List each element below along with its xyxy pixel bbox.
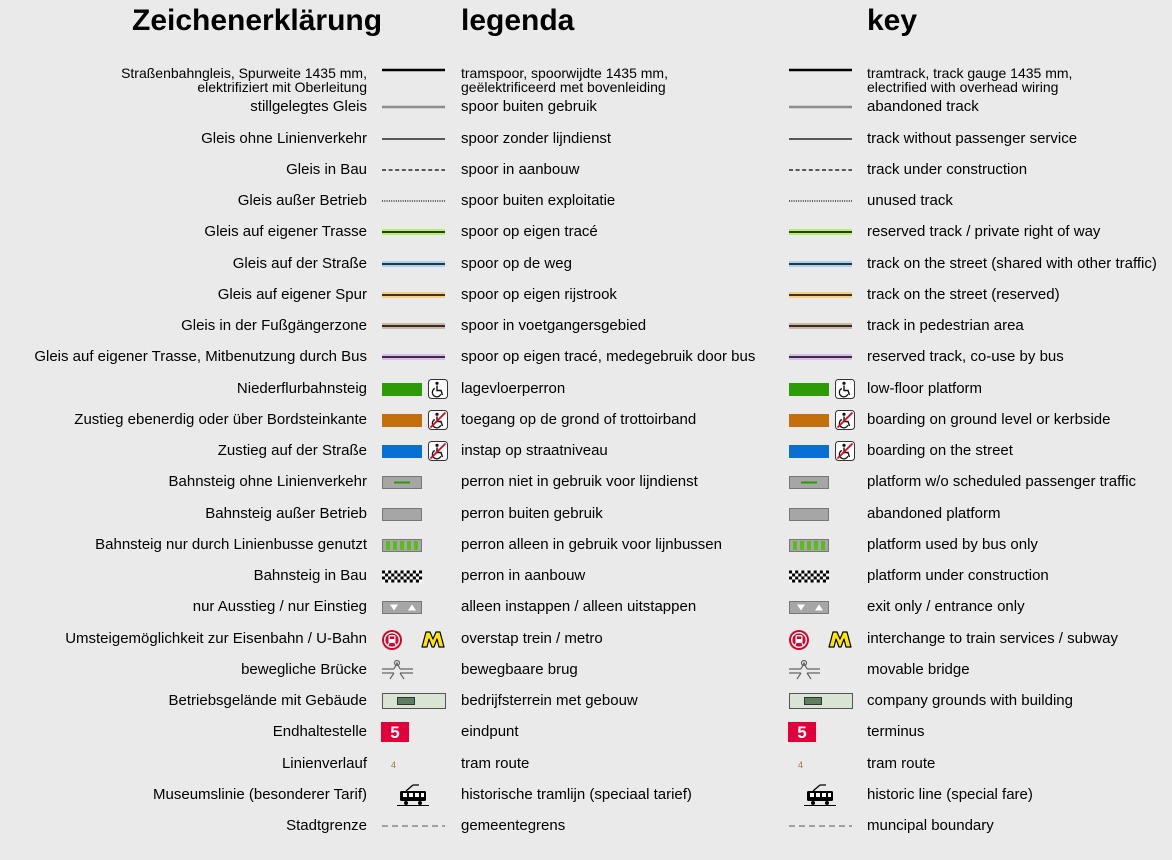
line-blue-symbol xyxy=(788,253,854,275)
interchange-symbol xyxy=(788,628,854,650)
symbol-left xyxy=(381,596,447,618)
label-dutch: overstap trein / metro xyxy=(461,629,603,647)
label-german: nur Ausstieg / nur Einstieg xyxy=(192,598,367,616)
line-brown-symbol xyxy=(381,315,447,337)
symbol-left xyxy=(381,253,447,275)
symbol-left xyxy=(381,221,447,243)
label-german: Stadtgrenze xyxy=(286,817,367,834)
symbol-right xyxy=(788,66,854,88)
label-dutch: spoor op de weg xyxy=(461,254,572,272)
museum-symbol xyxy=(788,784,854,806)
terminus-badge xyxy=(788,721,854,743)
label-english: movable bridge xyxy=(867,660,970,678)
label-dutch: spoor in aanbouw xyxy=(461,160,580,178)
label-english: track without passenger service xyxy=(867,129,1078,147)
label-dutch: bedrijfsterrein met gebouw xyxy=(461,692,638,709)
depot-symbol xyxy=(381,690,447,712)
label-german: Gleis auf eigener Spur xyxy=(217,285,367,303)
symbol-right xyxy=(788,503,854,525)
label-dutch: tramspoor, spoorwijdte 1435 mm, geëlektrificeerd met bovenleiding xyxy=(461,65,668,95)
label-english: low-floor platform xyxy=(867,379,983,397)
symbol-left xyxy=(381,409,447,431)
platform-grey-line-symbol xyxy=(381,471,447,493)
platform-orange-symbol xyxy=(788,409,854,431)
platform-bus-symbol xyxy=(788,534,854,556)
title-german: Zeichenerklärung xyxy=(132,4,383,37)
label-english: platform under construction xyxy=(867,567,1049,584)
terminus-number: 5 xyxy=(797,723,807,743)
legend-row-depot xyxy=(0,690,1172,712)
label-dutch: bewegbaare brug xyxy=(461,660,578,678)
symbol-left xyxy=(381,284,447,306)
route-number: 4 xyxy=(391,759,397,770)
legend-row-platform-checker xyxy=(0,565,1172,587)
label-english: unused track xyxy=(867,192,953,209)
label-german: Straßenbahngleis, Spurweite 1435 mm, elektrifiziert mit Oberleitung xyxy=(121,65,367,95)
platform-green-symbol xyxy=(788,378,854,400)
platform-checker-symbol xyxy=(381,565,447,587)
legend-row-line-dotted xyxy=(0,190,1172,212)
label-english: terminus xyxy=(867,723,925,741)
label-german: Umsteigemöglichkeit zur Eisenbahn / U-Bahn xyxy=(65,629,367,647)
route-label xyxy=(788,753,854,775)
symbol-right xyxy=(788,315,854,337)
label-german: Zustieg ebenerdig oder über Bordsteinkante xyxy=(74,410,367,428)
label-english: abandoned track xyxy=(867,98,979,116)
platform-grey-line-symbol xyxy=(788,471,854,493)
legend-row-line-dashed xyxy=(0,159,1172,181)
platform-green-symbol xyxy=(381,378,447,400)
symbol-left xyxy=(381,159,447,181)
symbol-right xyxy=(788,190,854,212)
label-german: Gleis in Bau xyxy=(286,160,367,178)
legend-row-platform-grey xyxy=(0,503,1172,525)
route-label xyxy=(381,753,447,775)
label-english: reserved track / private right of way xyxy=(867,223,1101,241)
label-german: stillgelegtes Gleis xyxy=(250,98,367,116)
label-german: Endhaltestelle xyxy=(272,723,367,741)
symbol-left xyxy=(381,503,447,525)
label-dutch: tram route xyxy=(461,754,530,772)
label-dutch: spoor buiten gebruik xyxy=(461,98,597,116)
legend-row-line-black-thick xyxy=(0,65,1172,95)
symbol-left xyxy=(381,534,447,556)
symbol-right xyxy=(788,440,854,462)
label-german: Gleis auf eigener Trasse xyxy=(204,223,367,241)
label-dutch: spoor zonder lijndienst xyxy=(461,129,612,147)
line-purple-symbol xyxy=(381,346,447,368)
line-orange-symbol xyxy=(381,284,447,306)
bridge-symbol xyxy=(788,659,854,681)
label-dutch: spoor buiten exploitatie xyxy=(461,192,616,209)
label-german: Gleis ohne Linienverkehr xyxy=(201,129,367,147)
symbol-left xyxy=(381,128,447,150)
label-dutch: alleen instappen / alleen uitstappen xyxy=(461,598,697,616)
terminus-badge xyxy=(381,721,447,743)
symbol-right xyxy=(788,378,854,400)
label-english: abandoned platform xyxy=(867,504,1001,522)
symbol-right xyxy=(788,784,854,806)
line-green-symbol xyxy=(381,221,447,243)
symbol-right xyxy=(788,96,854,118)
label-german: Gleis auf eigener Trasse, Mitbenutzung durch Bus xyxy=(34,348,367,366)
line-black-thick-symbol xyxy=(381,66,447,88)
symbol-right xyxy=(788,284,854,306)
legend-row-terminus xyxy=(0,721,1172,743)
label-german: Museumslinie (besonderer Tarif) xyxy=(153,785,367,803)
label-dutch: historische tramlijn (speciaal tarief) xyxy=(461,785,692,803)
symbol-right xyxy=(788,471,854,493)
line-dotted-symbol xyxy=(788,190,854,212)
label-dutch: lagevloerperron xyxy=(461,379,566,397)
symbol-left xyxy=(381,440,447,462)
label-dutch: perron niet in gebruik voor lijndienst xyxy=(461,473,698,491)
symbol-right xyxy=(788,753,854,775)
legend-row-line-black-thin xyxy=(0,128,1172,150)
title-english: key xyxy=(867,4,918,37)
symbol-left xyxy=(381,315,447,337)
line-black-thin-symbol xyxy=(788,128,854,150)
label-dutch: eindpunt xyxy=(461,723,519,741)
legend-row-interchange xyxy=(0,628,1172,650)
label-english: exit only / entrance only xyxy=(867,598,1025,616)
depot-symbol xyxy=(788,690,854,712)
symbol-right xyxy=(788,659,854,681)
label-english: tram route xyxy=(867,754,936,772)
legend-row-museum xyxy=(0,784,1172,806)
line-blue-symbol xyxy=(381,253,447,275)
symbol-left xyxy=(381,628,447,650)
legend-row-line-orange xyxy=(0,284,1172,306)
platform-bus-symbol xyxy=(381,534,447,556)
label-english: muncipal boundary xyxy=(867,817,994,834)
symbol-left xyxy=(381,471,447,493)
label-english: boarding on the street xyxy=(867,442,1013,459)
symbol-left xyxy=(381,815,447,837)
label-english: platform used by bus only xyxy=(867,535,1038,553)
symbol-left xyxy=(381,346,447,368)
label-dutch: instap op straatniveau xyxy=(461,442,608,459)
label-dutch: spoor in voetgangersgebied xyxy=(461,317,647,334)
label-german: Zustieg auf der Straße xyxy=(217,442,367,459)
label-german: Gleis außer Betrieb xyxy=(237,192,367,209)
label-dutch: perron buiten gebruik xyxy=(461,504,603,522)
platform-grey-symbol xyxy=(381,503,447,525)
platform-blue-symbol xyxy=(788,440,854,462)
symbol-left xyxy=(381,190,447,212)
symbol-left xyxy=(381,66,447,88)
legend-row-bridge xyxy=(0,659,1172,681)
label-dutch: spoor op eigen rijstrook xyxy=(461,285,617,303)
legend-row-line-blue xyxy=(0,253,1172,275)
symbol-right xyxy=(788,815,854,837)
museum-symbol xyxy=(381,784,447,806)
symbol-left xyxy=(381,96,447,118)
legend-row-platform-grey-line xyxy=(0,471,1172,493)
legend-row-boundary xyxy=(0,815,1172,837)
label-dutch: spoor op eigen tracé, medegebruik door bus xyxy=(461,348,756,366)
route-number: 4 xyxy=(798,759,804,770)
label-english: company grounds with building xyxy=(867,692,1073,709)
legend-row-route xyxy=(0,753,1172,775)
platform-blue-symbol xyxy=(381,440,447,462)
label-german: Bahnsteig außer Betrieb xyxy=(205,504,367,522)
label-dutch: gemeentegrens xyxy=(461,817,566,834)
symbol-left xyxy=(381,378,447,400)
platform-exit-entry-symbol xyxy=(788,596,854,618)
symbol-left xyxy=(381,690,447,712)
label-german: Gleis in der Fußgängerzone xyxy=(181,317,367,334)
symbol-right xyxy=(788,221,854,243)
line-brown-symbol xyxy=(788,315,854,337)
label-dutch: spoor op eigen tracé xyxy=(461,223,598,241)
interchange-symbol xyxy=(381,628,447,650)
symbol-right xyxy=(788,409,854,431)
legend-row-line-purple xyxy=(0,346,1172,368)
platform-grey-symbol xyxy=(788,503,854,525)
legend-row-platform-exit-entry xyxy=(0,596,1172,618)
label-english: historic line (special fare) xyxy=(867,785,1033,803)
line-black-thick-symbol xyxy=(788,66,854,88)
legend-row-platform-blue xyxy=(0,440,1172,462)
label-english: track under construction xyxy=(867,160,1028,178)
symbol-right xyxy=(788,721,854,743)
line-purple-symbol xyxy=(788,346,854,368)
symbol-right xyxy=(788,346,854,368)
label-english: interchange to train services / subway xyxy=(867,629,1118,647)
symbol-right xyxy=(788,596,854,618)
symbol-right xyxy=(788,690,854,712)
label-english: track in pedestrian area xyxy=(867,317,1024,334)
symbol-right xyxy=(788,628,854,650)
label-english: track on the street (shared with other traffic) xyxy=(867,254,1157,272)
symbol-right xyxy=(788,159,854,181)
label-german: Linienverlauf xyxy=(281,754,367,772)
boundary-symbol xyxy=(788,815,854,837)
terminus-number: 5 xyxy=(390,723,400,743)
label-english: reserved track, co-use by bus xyxy=(867,348,1064,366)
symbol-left xyxy=(381,659,447,681)
symbol-left xyxy=(381,721,447,743)
label-english: boarding on ground level or kerbside xyxy=(867,410,1111,428)
legend-row-line-green xyxy=(0,221,1172,243)
symbol-right xyxy=(788,534,854,556)
platform-orange-symbol xyxy=(381,409,447,431)
label-dutch: perron alleen in gebruik voor lijnbussen xyxy=(461,535,722,553)
symbol-left xyxy=(381,565,447,587)
line-dashed-symbol xyxy=(788,159,854,181)
symbol-right xyxy=(788,128,854,150)
symbol-left xyxy=(381,753,447,775)
bridge-symbol xyxy=(381,659,447,681)
line-grey-symbol xyxy=(788,96,854,118)
symbol-left xyxy=(381,784,447,806)
label-german: Gleis auf der Straße xyxy=(232,254,367,272)
label-dutch: toegang op de grond of trottoirband xyxy=(461,410,697,428)
symbol-right xyxy=(788,253,854,275)
legend-row-line-grey xyxy=(0,96,1172,118)
line-dotted-symbol xyxy=(381,190,447,212)
label-german: Bahnsteig nur durch Linienbusse genutzt xyxy=(95,535,367,553)
label-dutch: perron in aanbouw xyxy=(461,567,586,584)
label-german: Betriebsgelände mit Gebäude xyxy=(168,692,367,709)
line-grey-symbol xyxy=(381,96,447,118)
title-dutch: legenda xyxy=(461,4,575,37)
boundary-symbol xyxy=(381,815,447,837)
label-english: platform w/o scheduled passenger traffic xyxy=(867,473,1137,491)
legend-row-platform-orange xyxy=(0,409,1172,431)
label-german: Bahnsteig ohne Linienverkehr xyxy=(168,473,367,491)
label-german: bewegliche Brücke xyxy=(241,660,367,678)
legend-row-platform-bus xyxy=(0,534,1172,556)
label-english: tramtrack, track gauge 1435 mm, electrified with overhead wiring xyxy=(867,65,1073,95)
platform-checker-symbol xyxy=(788,565,854,587)
line-orange-symbol xyxy=(788,284,854,306)
line-dashed-symbol xyxy=(381,159,447,181)
label-german: Bahnsteig in Bau xyxy=(253,567,367,584)
legend-row-line-brown xyxy=(0,315,1172,337)
symbol-right xyxy=(788,565,854,587)
label-german: Niederflurbahnsteig xyxy=(236,379,367,397)
line-green-symbol xyxy=(788,221,854,243)
platform-exit-entry-symbol xyxy=(381,596,447,618)
legend-row-platform-green xyxy=(0,378,1172,400)
line-black-thin-symbol xyxy=(381,128,447,150)
label-english: track on the street (reserved) xyxy=(867,285,1060,303)
